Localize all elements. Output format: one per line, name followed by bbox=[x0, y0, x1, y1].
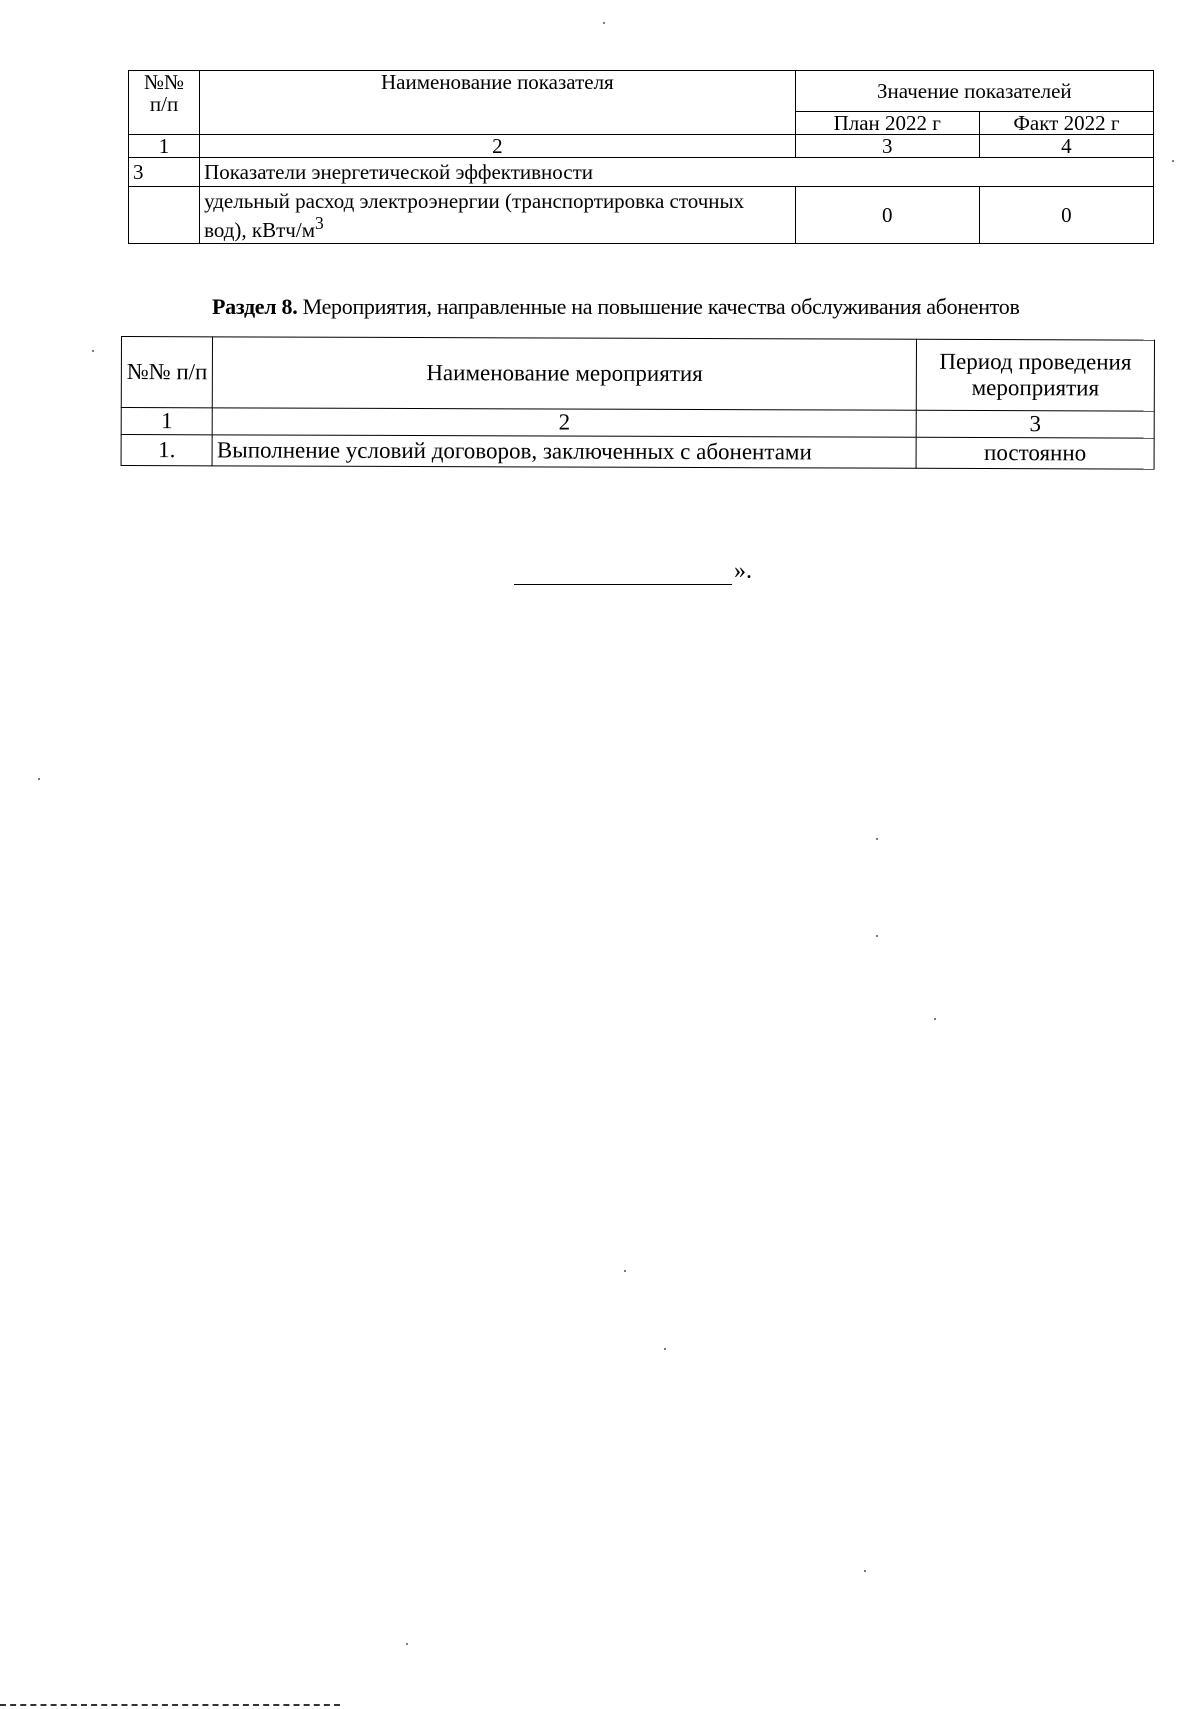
table-row bbox=[121, 435, 1154, 470]
header-measure-name: Наименование мероприятия bbox=[213, 337, 917, 410]
index-cell: 4 bbox=[979, 135, 1153, 158]
scan-speck bbox=[934, 1018, 936, 1020]
group-num: 3 bbox=[129, 158, 200, 187]
group-name: Показатели энергетической эффективности bbox=[200, 158, 1154, 187]
index-cell: 3 bbox=[795, 135, 979, 158]
header-num: №№ п/п bbox=[121, 337, 213, 408]
closing-quote: ». bbox=[734, 558, 752, 584]
row-num bbox=[129, 187, 200, 244]
scan-speck bbox=[603, 22, 605, 24]
table-row bbox=[129, 187, 1154, 244]
group-row bbox=[129, 158, 1154, 187]
scan-speck bbox=[38, 778, 40, 780]
header-plan: План 2022 г bbox=[795, 112, 979, 135]
index-cell: 1 bbox=[129, 135, 200, 158]
row-num: 1. bbox=[121, 435, 212, 466]
row-fact: 0 bbox=[979, 187, 1153, 244]
scan-speck bbox=[406, 1643, 408, 1645]
header-fact: Факт 2022 г bbox=[979, 112, 1153, 135]
row-period: постоянно bbox=[916, 437, 1154, 469]
row-name-sup: 3 bbox=[314, 212, 324, 233]
header-indicator-name: Наименование показателя bbox=[200, 71, 796, 135]
index-cell: 2 bbox=[212, 408, 916, 437]
index-cell: 1 bbox=[121, 408, 212, 435]
scan-edge bbox=[0, 1704, 340, 1708]
indicators-table bbox=[128, 70, 1154, 244]
scan-speck bbox=[864, 1570, 866, 1572]
index-cell: 3 bbox=[916, 410, 1154, 438]
index-row bbox=[129, 135, 1154, 158]
measures-table bbox=[121, 336, 1155, 470]
closing-mark bbox=[514, 558, 752, 585]
index-row bbox=[121, 408, 1154, 439]
header-num: №№ п/п bbox=[129, 71, 200, 135]
scan-speck bbox=[664, 1348, 666, 1350]
scan-speck bbox=[92, 350, 94, 352]
row-plan: 0 bbox=[795, 187, 979, 244]
scan-speck bbox=[624, 1270, 626, 1272]
signature-line bbox=[514, 560, 732, 585]
header-values: Значение показателей bbox=[795, 71, 1153, 112]
row-name: Выполнение условий договоров, заключенных с абонентами bbox=[212, 435, 916, 468]
index-cell: 2 bbox=[200, 135, 796, 158]
row-name-text: удельный расход электроэнергии (транспортировка сточных вод), кВтч/м bbox=[204, 188, 745, 242]
section-heading bbox=[212, 294, 1020, 320]
scan-speck bbox=[876, 838, 878, 840]
section-label: Раздел 8. bbox=[212, 294, 298, 319]
section-title: Мероприятия, направленные на повышение качества обслуживания абонентов bbox=[302, 294, 1020, 319]
scan-speck bbox=[1172, 160, 1174, 162]
row-name bbox=[200, 187, 796, 244]
header-period: Период проведения мероприятия bbox=[916, 339, 1154, 411]
scan-speck bbox=[876, 935, 878, 937]
